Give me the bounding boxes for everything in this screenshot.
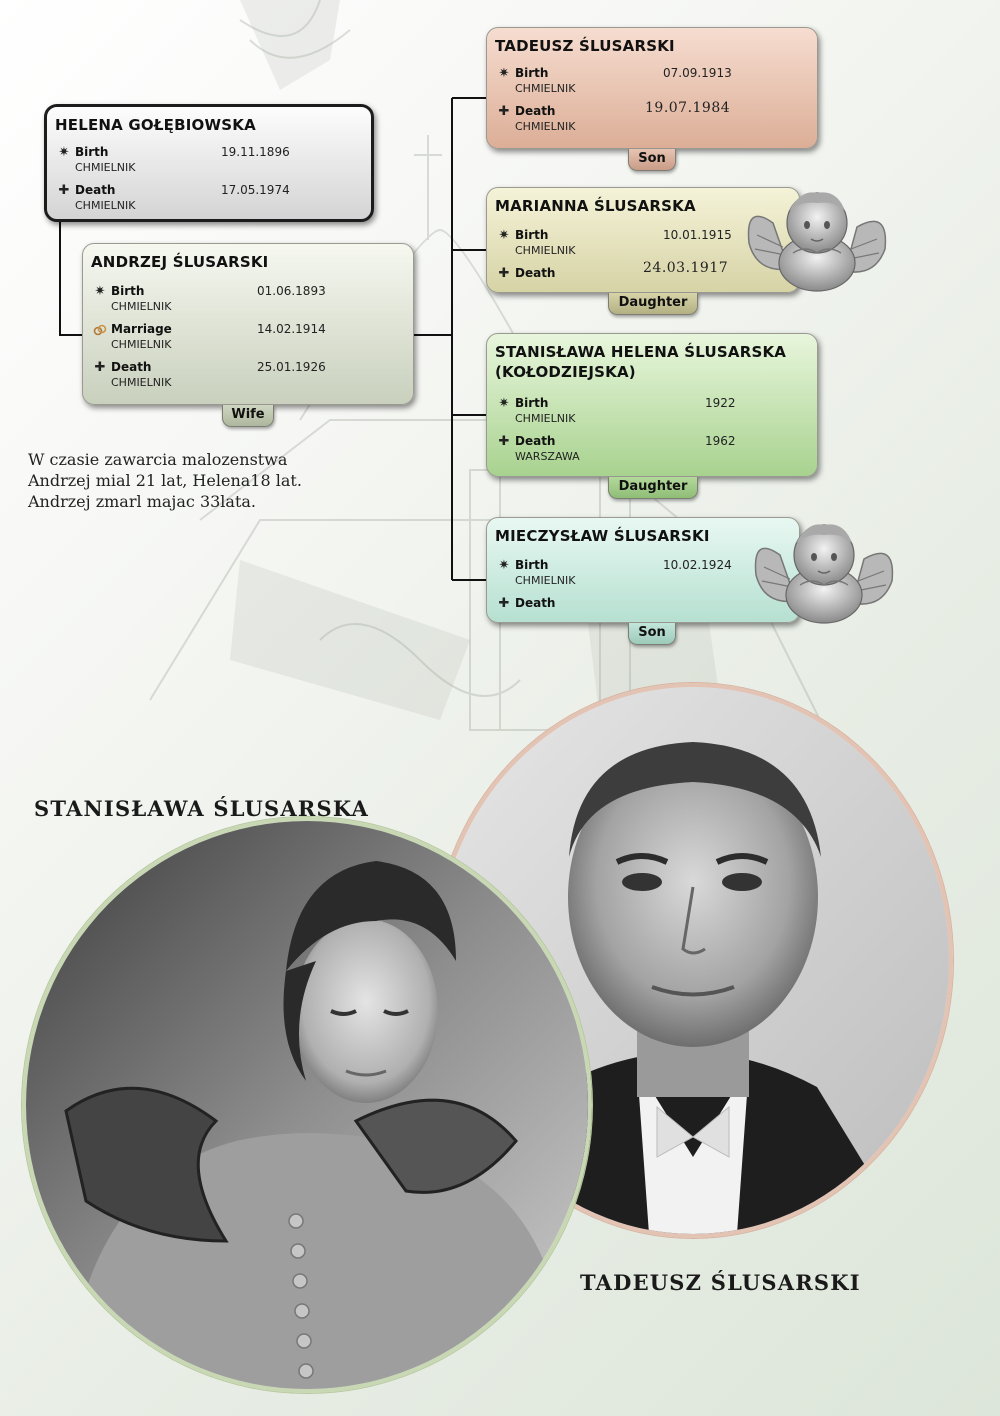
event-place: CHMIELNIK bbox=[111, 300, 172, 313]
marriage-event bbox=[93, 322, 403, 358]
photo-caption-stanislawa: STANISŁAWA ŚLUSARSKA bbox=[34, 796, 369, 821]
photo-caption-tadeusz: TADEUSZ ŚLUSARSKI bbox=[580, 1270, 861, 1295]
death-event bbox=[93, 360, 403, 396]
event-date: 19.11.1896 bbox=[221, 145, 290, 159]
event-label: Death bbox=[515, 266, 556, 280]
event-label: Birth bbox=[515, 228, 549, 242]
event-date: 1922 bbox=[705, 396, 736, 410]
person-name: MIECZYSŁAW ŚLUSARSKI bbox=[495, 527, 710, 545]
note-line: W czasie zawarcia malozenstwa bbox=[28, 450, 288, 469]
event-label: Death bbox=[111, 360, 152, 374]
event-date: 1962 bbox=[705, 434, 736, 448]
birth-star-icon: ✷ bbox=[58, 145, 70, 160]
death-event bbox=[57, 183, 361, 219]
event-place: CHMIELNIK bbox=[515, 574, 576, 587]
person-maiden-name: (KOŁODZIEJSKA) bbox=[495, 363, 636, 381]
event-place: CHMIELNIK bbox=[75, 199, 136, 212]
death-cross-icon: ✚ bbox=[58, 183, 70, 198]
event-date-handwritten: 19.07.1984 bbox=[645, 100, 731, 116]
person-name: STANISŁAWA HELENA ŚLUSARSKA bbox=[495, 343, 787, 361]
note-line: Andrzej zmarl majac 33lata. bbox=[28, 492, 257, 511]
event-label: Death bbox=[515, 434, 556, 448]
event-date: 25.01.1926 bbox=[257, 360, 326, 374]
marriage-note bbox=[28, 449, 448, 512]
event-place: CHMIELNIK bbox=[75, 161, 136, 174]
death-cross-icon: ✚ bbox=[498, 266, 510, 281]
person-name: MARIANNA ŚLUSARSKA bbox=[495, 197, 696, 215]
person-name: ANDRZEJ ŚLUSARSKI bbox=[91, 253, 269, 271]
relation-tab-wife: Wife bbox=[222, 405, 274, 427]
death-cross-icon: ✚ bbox=[94, 360, 106, 375]
event-label: Death bbox=[75, 183, 116, 197]
event-date: 01.06.1893 bbox=[257, 284, 326, 298]
birth-event bbox=[497, 558, 789, 594]
event-date: 10.02.1924 bbox=[663, 558, 732, 572]
event-place: CHMIELNIK bbox=[515, 244, 576, 257]
connector-helena-andrzej bbox=[60, 222, 82, 335]
birth-event bbox=[497, 66, 807, 102]
note-line: Andrzej mial 21 lat, Helena18 lat. bbox=[28, 471, 302, 490]
relation-tab-daughter: Daughter bbox=[608, 293, 698, 315]
portrait-photo-stanislawa bbox=[22, 817, 592, 1393]
event-place: CHMIELNIK bbox=[515, 120, 576, 133]
birth-star-icon: ✷ bbox=[94, 284, 106, 299]
event-place: CHMIELNIK bbox=[111, 376, 172, 389]
person-card-stanislawa[interactable] bbox=[486, 333, 818, 477]
death-cross-icon: ✚ bbox=[498, 596, 510, 611]
cherub-angel-icon bbox=[752, 515, 896, 627]
relation-tab-daughter: Daughter bbox=[608, 477, 698, 499]
birth-event bbox=[497, 396, 807, 432]
event-label: Birth bbox=[75, 145, 109, 159]
event-label: Birth bbox=[515, 66, 549, 80]
event-label: Birth bbox=[515, 396, 549, 410]
person-name: HELENA GOŁĘBIOWSKA bbox=[55, 116, 256, 134]
person-card-andrzej[interactable] bbox=[82, 243, 414, 405]
death-event bbox=[497, 434, 807, 470]
cherub-angel-icon bbox=[745, 183, 889, 295]
event-place: WARSZAWA bbox=[515, 450, 580, 463]
death-event bbox=[497, 100, 807, 140]
event-place: CHMIELNIK bbox=[111, 338, 172, 351]
event-label: Birth bbox=[111, 284, 145, 298]
event-label: Death bbox=[515, 104, 556, 118]
event-place: CHMIELNIK bbox=[515, 412, 576, 425]
person-name: TADEUSZ ŚLUSARSKI bbox=[495, 37, 675, 55]
birth-star-icon: ✷ bbox=[498, 558, 510, 573]
event-label: Marriage bbox=[111, 322, 172, 336]
death-cross-icon: ✚ bbox=[498, 104, 510, 119]
event-label: Death bbox=[515, 596, 556, 610]
birth-star-icon: ✷ bbox=[498, 66, 510, 81]
person-card-tadeusz[interactable] bbox=[486, 27, 818, 149]
event-label: Birth bbox=[515, 558, 549, 572]
person-card-helena[interactable] bbox=[44, 104, 374, 222]
relation-tab-son: Son bbox=[628, 623, 676, 645]
birth-event bbox=[57, 145, 361, 181]
event-date: 14.02.1914 bbox=[257, 322, 326, 336]
birth-star-icon: ✷ bbox=[498, 228, 510, 243]
birth-star-icon: ✷ bbox=[498, 396, 510, 411]
event-place: CHMIELNIK bbox=[515, 82, 576, 95]
event-date: 17.05.1974 bbox=[221, 183, 290, 197]
marriage-rings-icon bbox=[93, 323, 107, 337]
event-date: 07.09.1913 bbox=[663, 66, 732, 80]
relation-tab-son: Son bbox=[628, 149, 676, 171]
birth-event bbox=[93, 284, 403, 320]
event-date: 10.01.1915 bbox=[663, 228, 732, 242]
event-date-handwritten: 24.03.1917 bbox=[643, 260, 729, 276]
death-cross-icon: ✚ bbox=[498, 434, 510, 449]
